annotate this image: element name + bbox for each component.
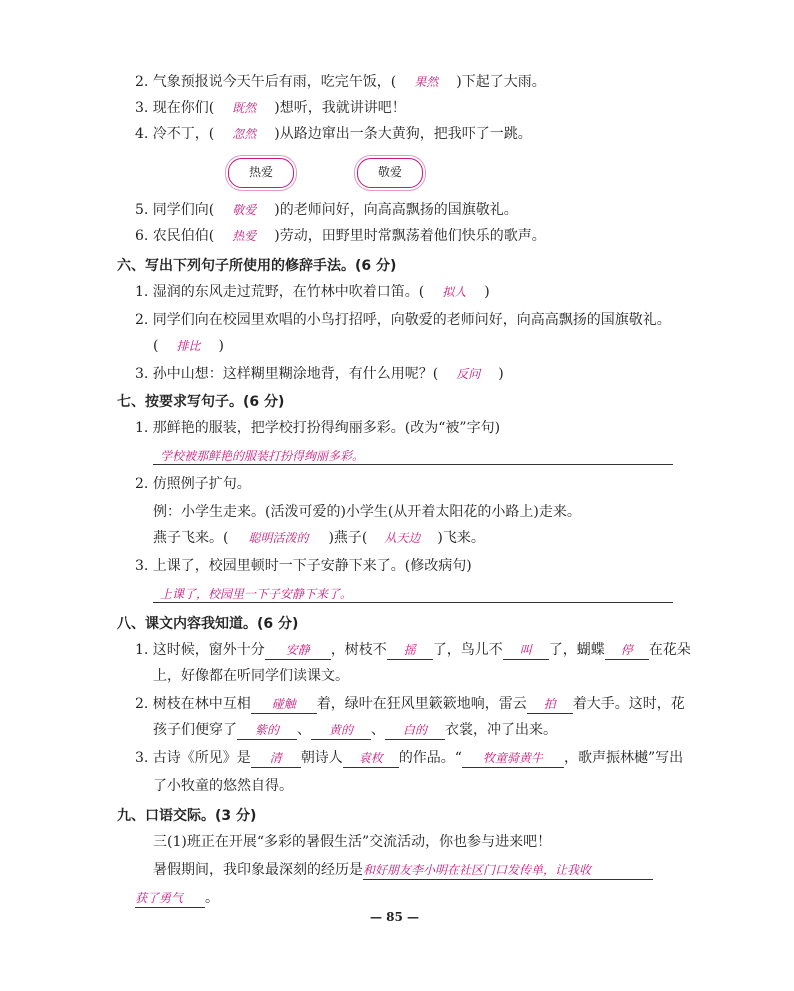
- q7-line-2: 2. 仿照例子扩句。: [135, 476, 251, 492]
- q5-line-6: 6. 农民伯伯( 热爱 )劳动，田野里时常飘荡着他们快乐的歌声。: [135, 228, 546, 244]
- answer: 碰触: [251, 695, 317, 714]
- answer: 安静: [265, 641, 331, 660]
- section-7-heading: 七、按要求写句子。(6 分): [117, 394, 285, 410]
- answer: 清: [251, 749, 301, 768]
- answer: 叫: [503, 641, 549, 660]
- q9-line-1: 三(1)班正在开展“多彩的暑假生活”交流活动，你也参与进来吧！: [153, 834, 552, 850]
- q6-line-1: 1. 湿润的东风走过荒野，在竹林中吹着口笛。( 拟人 ): [135, 284, 490, 300]
- section-8-heading: 八、课文内容我知道。(6 分): [117, 616, 299, 632]
- answer: 反问: [456, 367, 481, 381]
- section-9-heading: 九、口语交际。(3 分): [117, 808, 257, 824]
- answer: 果然: [414, 75, 439, 89]
- answer: 拍: [527, 695, 573, 714]
- answer: 学校被那鲜艳的服装打扮得绚丽多彩。: [160, 449, 365, 463]
- answer: 白的: [385, 721, 445, 740]
- answer: 获了勇气: [135, 889, 205, 908]
- answer: 敬爱: [232, 203, 257, 217]
- answer: 热爱: [232, 229, 257, 243]
- answer: 从天边: [384, 531, 421, 545]
- answer: 上课了，校园里一下子安静下来了。: [160, 587, 353, 601]
- q8-line-2: 2. 树枝在林中互相 碰触 着，绿叶在狂风里簌簌地响，雷云 拍 着大手。这时，花: [135, 696, 685, 712]
- q9-line-3: 获了勇气 。: [135, 890, 219, 906]
- q7-example: 例：小学生走来。(活泼可爱的)小学生(从开着太阳花的小路上)走来。: [153, 504, 581, 520]
- q8-line-1: 1. 这时候，窗外十分 安静 ，树枝不 摇 了，鸟儿不 叫 了，蝴蝶 停 在花朵: [135, 642, 691, 658]
- q6-line-2: 2. 同学们向在校园里欢唱的小鸟打招呼，向敬爱的老师问好，向高高飘扬的国旗敬礼。: [135, 312, 671, 328]
- answer: 黄的: [311, 721, 371, 740]
- q7-line-1: 1. 那鲜艳的服装，把学校打扮得绚丽多彩。(改为“被”字句): [135, 420, 501, 436]
- answer: 忽然: [232, 127, 257, 141]
- answer: 摇: [387, 641, 433, 660]
- q8-line-1b: 上，好像都在听同学们读课文。: [153, 668, 349, 684]
- answer: 停: [605, 641, 649, 660]
- q6-line-2b: ( 排比 ): [153, 338, 224, 354]
- q7-line-2b: 燕子飞来。( 聪明活泼的 )燕子( 从天边 )飞来。: [153, 530, 485, 546]
- q5-line-3: 3. 现在你们( 既然 )想听，我就讲讲吧！: [135, 100, 406, 116]
- word-box-jingai: 敬爱: [357, 158, 423, 188]
- page-number: — 85 —: [370, 910, 420, 924]
- answer: 排比: [176, 339, 201, 353]
- answer: 拟人: [442, 285, 467, 299]
- q5-line-2: 2. 气象预报说今天午后有雨，吃完午饭，( 果然 )下起了大雨。: [135, 74, 546, 90]
- section-6-heading: 六、写出下列句子所使用的修辞手法。(6 分): [117, 258, 397, 274]
- answer: 紫的: [237, 721, 297, 740]
- q7-line-3: 3. 上课了，校园里顿时一下子安静下来了。(修改病句): [135, 558, 472, 574]
- q6-line-3: 3. 孙中山想：这样糊里糊涂地背，有什么用呢？( 反问 ): [135, 366, 504, 382]
- answer: 袁枚: [343, 749, 399, 768]
- word-box-reai: 热爱: [228, 158, 294, 188]
- answer: 和好朋友李小明在社区门口发传单，让我收: [363, 861, 653, 880]
- q5-line-4: 4. 冷不丁，( 忽然 )从路边窜出一条大黄狗，把我吓了一跳。: [135, 126, 532, 142]
- answer: 既然: [232, 101, 257, 115]
- answer: 牧童骑黄牛: [462, 749, 564, 768]
- q8-line-3b: 了小牧童的悠然自得。: [153, 778, 293, 794]
- q9-line-2: 暑假期间，我印象最深刻的经历是和好朋友李小明在社区门口发传单，让我收: [153, 860, 653, 880]
- q8-line-3: 3. 古诗《所见》是 清 朝诗人 袁枚 的作品。“ 牧童骑黄牛 ，歌声振林樾”写出: [135, 750, 684, 766]
- q5-line-5: 5. 同学们向( 敬爱 )的老师问好，向高高飘扬的国旗敬礼。: [135, 202, 518, 218]
- answer: 聪明活泼的: [248, 531, 309, 545]
- q8-line-2b: 孩子们便穿了 紫的 、 黄的 、 白的 衣裳，冲了出来。: [153, 722, 557, 738]
